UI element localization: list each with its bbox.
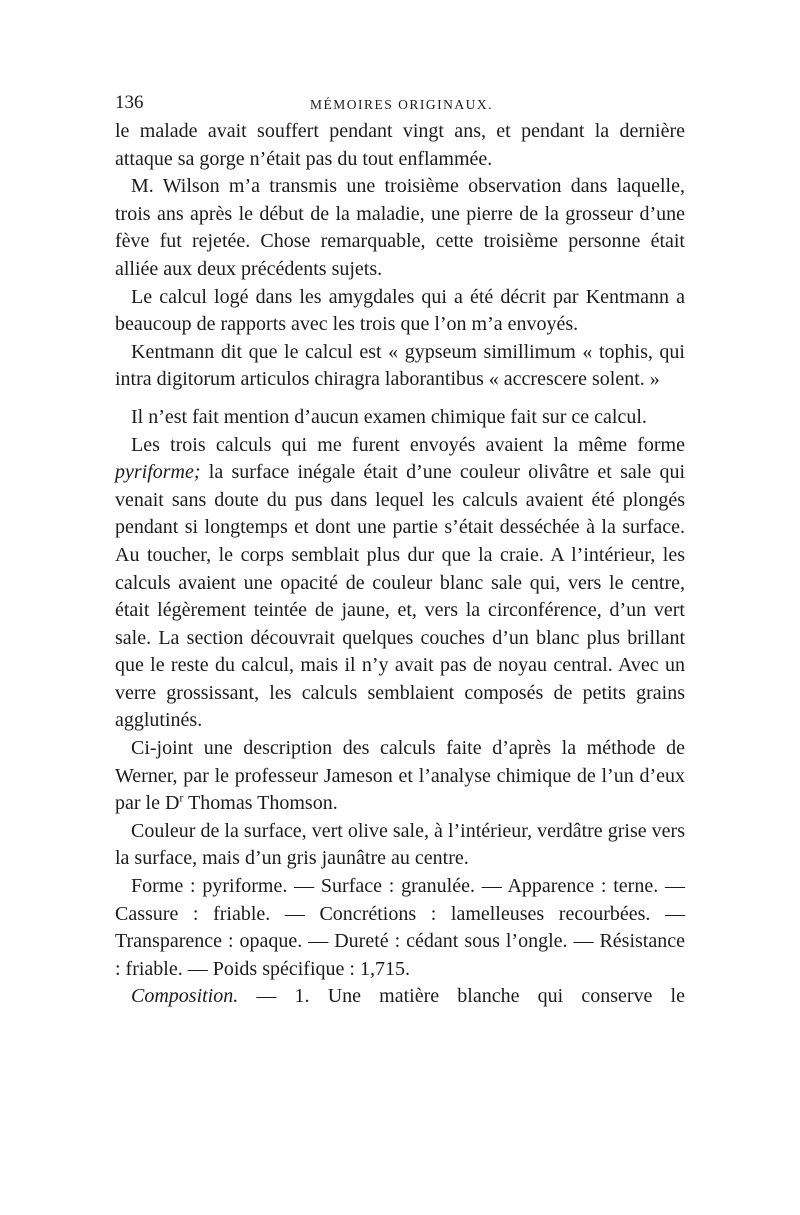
paragraph-6-text-a: Les trois calculs qui me furent envoyés avaient la même forme	[131, 433, 685, 456]
paragraph-3: Le calcul logé dans les amygdales qui a été décrit par Kentmann a beaucoup de rapports avec les trois que l’on m’a envoyés.	[115, 285, 685, 336]
running-title: MÉMOIRES ORIGINAUX.	[310, 97, 493, 112]
paragraph-10-text: — 1. Une matière blanche qui conserve le	[238, 985, 685, 1008]
paragraph-7-text-b: Thomas Thomson.	[183, 792, 338, 815]
paragraph-9: Forme : pyriforme. — Surface : granulée. — Apparence : terne. — Cassure : friable. — Concrétions : lamelleuses recourbées. — Transparence : opaque. — Dureté : cédant sous l’ongle. — Résistance : friable. — Poids spécifique : 1,715.	[115, 875, 685, 980]
paragraph-8: Couleur de la surface, vert olive sale, à l’intérieur, verdâtre grise vers la surface, mais d’un gris jaunâtre au centre.	[115, 819, 685, 870]
paragraph-10	[115, 983, 685, 1011]
paragraph-7	[115, 735, 685, 818]
body-text	[115, 118, 685, 1011]
paragraph-2: M. Wilson m’a transmis une troisième observation dans laquelle, trois ans après le début de la maladie, une pierre de la grosseur d’une fève fut rejetée. Chose remarquable, cette troisième personne était alliée aux deux précédents sujets.	[115, 175, 685, 280]
running-head	[115, 90, 685, 116]
paragraph-5: Il n’est fait mention d’aucun examen chimique fait sur ce calcul.	[131, 405, 647, 428]
paragraph-6-text-b: la surface inégale était d’une couleur olivâtre et sale qui venait sans doute du pus dans lequel les calculs avaient été plongés pendant si longtemps et dont une partie s’était desséchée à la surface. Au toucher, le corps semblait plus dur que la craie. A l’intérieur, les calculs avaient une opacité de couleur blanc sale qui, vers le centre, était légèrement teintée de jaune, et, vers la circonférence, d’un vert sale. La section découvrait quelques couches d’un blanc plus brillant que le reste du calcul, mais il n’y avait pas de noyau central. Avec un verre grossissant, les calculs semblaient composés de petits grains agglutinés.	[115, 461, 685, 732]
paragraph-7-superscript: r	[179, 790, 184, 805]
book-page	[115, 90, 685, 1011]
page-number: 136	[115, 92, 144, 113]
paragraph-4-quote: Kentmann dit que le calcul est « gypseum simillimum « tophis, qui intra digitorum articulos chiragra laborantibus « accrescere solent. »	[115, 340, 685, 391]
paragraph-10-italic: Composition.	[131, 985, 239, 1008]
paragraph-1: le malade avait souffert pendant vingt ans, et pendant la dernière attaque sa gorge n’était pas du tout enflammée.	[115, 120, 685, 170]
paragraph-6-italic: pyriforme;	[115, 461, 201, 484]
paragraph-7-text-a: Ci-joint une description des calculs faite d’après la méthode de Werner, par le professeur Jameson et l’analyse chimique de l’un d’eux par le D	[115, 737, 685, 815]
paragraph-6	[115, 432, 685, 736]
